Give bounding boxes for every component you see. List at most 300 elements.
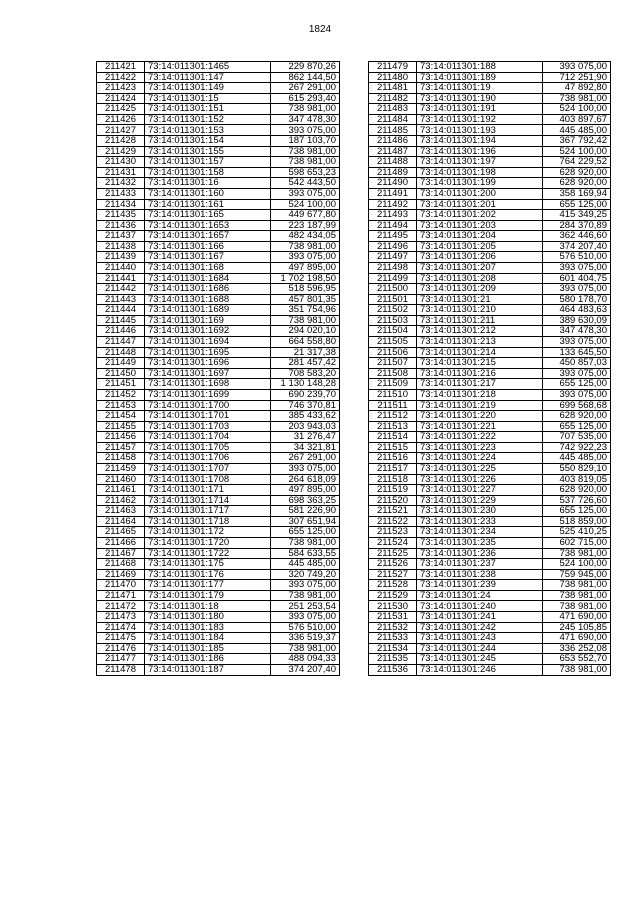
table-row: [369, 262, 611, 273]
table-row: [97, 358, 340, 369]
value-cell: 738 981,00: [543, 590, 611, 601]
value-cell: 738 981,00: [543, 601, 611, 612]
table-row: [97, 146, 340, 157]
value-cell: 525 410,25: [543, 527, 611, 538]
value-cell: 245 105,85: [543, 622, 611, 633]
table-row: [97, 538, 340, 549]
table-row: [97, 495, 340, 506]
row-number-cell: 211501: [369, 294, 417, 305]
row-number-cell: 211431: [97, 167, 145, 178]
value-cell: 336 519,37: [271, 633, 340, 644]
cadastral-number-cell: 73:14:011301:219: [417, 400, 543, 411]
row-number-cell: 211488: [369, 157, 417, 168]
cadastral-number-cell: 73:14:011301:243: [417, 633, 543, 644]
table-row: [369, 601, 611, 612]
cadastral-number-cell: 73:14:011301:241: [417, 612, 543, 623]
value-cell: 445 485,00: [543, 453, 611, 464]
table-row: [369, 305, 611, 316]
cadastral-number-cell: 73:14:011301:168: [145, 262, 271, 273]
row-number-cell: 211426: [97, 114, 145, 125]
row-number-cell: 211464: [97, 516, 145, 527]
table-row: [97, 326, 340, 337]
cadastral-number-cell: 73:14:011301:216: [417, 368, 543, 379]
row-number-cell: 211504: [369, 326, 417, 337]
row-number-cell: 211474: [97, 622, 145, 633]
cadastral-number-cell: 73:14:011301:230: [417, 506, 543, 517]
row-number-cell: 211499: [369, 273, 417, 284]
row-number-cell: 211525: [369, 548, 417, 559]
value-cell: 738 981,00: [271, 104, 340, 115]
value-cell: 602 715,00: [543, 538, 611, 549]
cadastral-number-cell: 73:14:011301:240: [417, 601, 543, 612]
cadastral-number-cell: 73:14:011301:246: [417, 664, 543, 675]
table-row: [97, 516, 340, 527]
value-cell: 518 596,95: [271, 284, 340, 295]
row-number-cell: 211462: [97, 495, 145, 506]
table-row: [369, 485, 611, 496]
value-cell: 457 801,35: [271, 294, 340, 305]
value-cell: 707 535,00: [543, 432, 611, 443]
table-row: [369, 83, 611, 94]
table-row: [369, 220, 611, 231]
table-row: [97, 506, 340, 517]
cadastral-number-cell: 73:14:011301:222: [417, 432, 543, 443]
table-row: [97, 284, 340, 295]
row-number-cell: 211432: [97, 178, 145, 189]
row-number-cell: 211461: [97, 485, 145, 496]
value-cell: 488 094,33: [271, 654, 340, 665]
value-cell: 524 100,00: [271, 199, 340, 210]
table-row: [369, 643, 611, 654]
row-number-cell: 211496: [369, 241, 417, 252]
cadastral-number-cell: 73:14:011301:166: [145, 241, 271, 252]
row-number-cell: 211510: [369, 389, 417, 400]
cadastral-number-cell: 73:14:011301:190: [417, 93, 543, 104]
cadastral-number-cell: 73:14:011301:1704: [145, 432, 271, 443]
cadastral-number-cell: 73:14:011301:199: [417, 178, 543, 189]
table-row: [369, 559, 611, 570]
cadastral-number-cell: 73:14:011301:234: [417, 527, 543, 538]
value-cell: 393 075,00: [271, 252, 340, 263]
row-number-cell: 211478: [97, 664, 145, 675]
table-row: [369, 516, 611, 527]
row-number-cell: 211518: [369, 474, 417, 485]
row-number-cell: 211449: [97, 358, 145, 369]
table-row: [369, 633, 611, 644]
row-number-cell: 211434: [97, 199, 145, 210]
row-number-cell: 211472: [97, 601, 145, 612]
table-row: [369, 252, 611, 263]
table-row: [97, 569, 340, 580]
cadastral-number-cell: 73:14:011301:1698: [145, 379, 271, 390]
row-number-cell: 211475: [97, 633, 145, 644]
cadastral-number-cell: 73:14:011301:203: [417, 220, 543, 231]
table-row: [369, 326, 611, 337]
cadastral-number-cell: 73:14:011301:180: [145, 612, 271, 623]
cadastral-number-cell: 73:14:011301:149: [145, 83, 271, 94]
table-row: [369, 569, 611, 580]
value-cell: 655 125,00: [543, 199, 611, 210]
value-cell: 699 568,68: [543, 400, 611, 411]
row-number-cell: 211523: [369, 527, 417, 538]
table-row: [97, 83, 340, 94]
value-cell: 393 075,00: [543, 262, 611, 273]
row-number-cell: 211516: [369, 453, 417, 464]
table-row: [97, 136, 340, 147]
cadastral-number-cell: 73:14:011301:201: [417, 199, 543, 210]
cadastral-number-cell: 73:14:011301:161: [145, 199, 271, 210]
value-cell: 449 677,80: [271, 210, 340, 221]
table-row: [97, 337, 340, 348]
table-row: [97, 62, 340, 73]
table-row: [369, 104, 611, 115]
row-number-cell: 211531: [369, 612, 417, 623]
cadastral-table-left: [96, 61, 340, 676]
value-cell: 393 075,00: [271, 188, 340, 199]
table-row: [97, 315, 340, 326]
cadastral-number-cell: 73:14:011301:191: [417, 104, 543, 115]
value-cell: 133 645,50: [543, 347, 611, 358]
cadastral-number-cell: 73:14:011301:225: [417, 463, 543, 474]
row-number-cell: 211492: [369, 199, 417, 210]
cadastral-number-cell: 73:14:011301:1692: [145, 326, 271, 337]
table-row: [97, 104, 340, 115]
cadastral-number-cell: 73:14:011301:188: [417, 62, 543, 73]
value-cell: 393 075,00: [271, 612, 340, 623]
value-cell: 21 317,38: [271, 347, 340, 358]
value-cell: 445 485,00: [543, 125, 611, 136]
cadastral-number-cell: 73:14:011301:179: [145, 590, 271, 601]
value-cell: 738 981,00: [271, 157, 340, 168]
table-row: [369, 157, 611, 168]
table-row: [97, 633, 340, 644]
value-cell: 664 558,80: [271, 337, 340, 348]
table-row: [369, 146, 611, 157]
row-number-cell: 211441: [97, 273, 145, 284]
value-cell: 742 922,23: [543, 442, 611, 453]
value-cell: 655 125,00: [271, 527, 340, 538]
table-row: [369, 548, 611, 559]
table-row: [369, 463, 611, 474]
row-number-cell: 211517: [369, 463, 417, 474]
row-number-cell: 211494: [369, 220, 417, 231]
value-cell: 581 226,90: [271, 506, 340, 517]
table-row: [369, 664, 611, 675]
row-number-cell: 211481: [369, 83, 417, 94]
value-cell: 698 363,25: [271, 495, 340, 506]
value-cell: 281 457,42: [271, 358, 340, 369]
table-row: [97, 474, 340, 485]
value-cell: 655 125,00: [543, 506, 611, 517]
value-cell: 518 859,00: [543, 516, 611, 527]
value-cell: 653 552,70: [543, 654, 611, 665]
cadastral-number-cell: 73:14:011301:155: [145, 146, 271, 157]
value-cell: 393 075,00: [543, 284, 611, 295]
cadastral-number-cell: 73:14:011301:186: [145, 654, 271, 665]
cadastral-number-cell: 73:14:011301:189: [417, 72, 543, 83]
table-row: [369, 474, 611, 485]
cadastral-number-cell: 73:14:011301:1689: [145, 305, 271, 316]
cadastral-number-cell: 73:14:011301:1657: [145, 231, 271, 242]
cadastral-number-cell: 73:14:011301:245: [417, 654, 543, 665]
table-row: [369, 231, 611, 242]
table-row: [97, 485, 340, 496]
cadastral-number-cell: 73:14:011301:242: [417, 622, 543, 633]
cadastral-number-cell: 73:14:011301:1705: [145, 442, 271, 453]
cadastral-number-cell: 73:14:011301:158: [145, 167, 271, 178]
value-cell: 497 895,00: [271, 485, 340, 496]
row-number-cell: 211528: [369, 580, 417, 591]
table-row: [369, 622, 611, 633]
table-row: [369, 453, 611, 464]
row-number-cell: 211473: [97, 612, 145, 623]
row-number-cell: 211511: [369, 400, 417, 411]
cadastral-number-cell: 73:14:011301:1694: [145, 337, 271, 348]
value-cell: 628 920,00: [543, 167, 611, 178]
table-row: [97, 125, 340, 136]
value-cell: 598 653,23: [271, 167, 340, 178]
value-cell: 464 483,63: [543, 305, 611, 316]
table-row: [97, 643, 340, 654]
row-number-cell: 211513: [369, 421, 417, 432]
table-row: [97, 220, 340, 231]
table-row: [369, 199, 611, 210]
row-number-cell: 211452: [97, 389, 145, 400]
value-cell: 550 829,10: [543, 463, 611, 474]
value-cell: 524 100,00: [543, 146, 611, 157]
table-row: [369, 421, 611, 432]
cadastral-number-cell: 73:14:011301:237: [417, 559, 543, 570]
value-cell: 385 433,62: [271, 411, 340, 422]
cadastral-number-cell: 73:14:011301:169: [145, 315, 271, 326]
value-cell: 615 293,40: [271, 93, 340, 104]
table-row: [97, 72, 340, 83]
table-row: [97, 178, 340, 189]
cadastral-number-cell: 73:14:011301:227: [417, 485, 543, 496]
value-cell: 738 981,00: [543, 93, 611, 104]
table-row: [369, 411, 611, 422]
cadastral-number-cell: 73:14:011301:183: [145, 622, 271, 633]
table-row: [369, 294, 611, 305]
value-cell: 251 253,54: [271, 601, 340, 612]
row-number-cell: 211448: [97, 347, 145, 358]
value-cell: 358 169,94: [543, 188, 611, 199]
value-cell: 524 100,00: [543, 559, 611, 570]
row-number-cell: 211483: [369, 104, 417, 115]
row-number-cell: 211435: [97, 210, 145, 221]
row-number-cell: 211506: [369, 347, 417, 358]
row-number-cell: 211471: [97, 590, 145, 601]
cadastral-number-cell: 73:14:011301:1703: [145, 421, 271, 432]
row-number-cell: 211489: [369, 167, 417, 178]
cadastral-number-cell: 73:14:011301:16: [145, 178, 271, 189]
table-row: [97, 114, 340, 125]
table-row: [97, 93, 340, 104]
row-number-cell: 211468: [97, 559, 145, 570]
row-number-cell: 211490: [369, 178, 417, 189]
cadastral-number-cell: 73:14:011301:200: [417, 188, 543, 199]
table-row: [97, 453, 340, 464]
row-number-cell: 211485: [369, 125, 417, 136]
value-cell: 738 981,00: [271, 643, 340, 654]
cadastral-number-cell: 73:14:011301:153: [145, 125, 271, 136]
value-cell: 187 103,70: [271, 136, 340, 147]
table-row: [97, 442, 340, 453]
value-cell: 580 178,70: [543, 294, 611, 305]
row-number-cell: 211521: [369, 506, 417, 517]
value-cell: 471 690,00: [543, 612, 611, 623]
table-row: [369, 400, 611, 411]
value-cell: 576 510,00: [271, 622, 340, 633]
row-number-cell: 211445: [97, 315, 145, 326]
cadastral-number-cell: 73:14:011301:1701: [145, 411, 271, 422]
cadastral-number-cell: 73:14:011301:233: [417, 516, 543, 527]
cadastral-number-cell: 73:14:011301:176: [145, 569, 271, 580]
cadastral-number-cell: 73:14:011301:235: [417, 538, 543, 549]
cadastral-number-cell: 73:14:011301:15: [145, 93, 271, 104]
row-number-cell: 211477: [97, 654, 145, 665]
cadastral-number-cell: 73:14:011301:207: [417, 262, 543, 273]
cadastral-number-cell: 73:14:011301:1696: [145, 358, 271, 369]
value-cell: 264 618,09: [271, 474, 340, 485]
row-number-cell: 211520: [369, 495, 417, 506]
table-row: [369, 358, 611, 369]
value-cell: 690 239,70: [271, 389, 340, 400]
table-row: [369, 178, 611, 189]
value-cell: 471 690,00: [543, 633, 611, 644]
table-row: [369, 538, 611, 549]
row-number-cell: 211442: [97, 284, 145, 295]
row-number-cell: 211534: [369, 643, 417, 654]
row-number-cell: 211514: [369, 432, 417, 443]
value-cell: 284 370,89: [543, 220, 611, 231]
row-number-cell: 211512: [369, 411, 417, 422]
row-number-cell: 211482: [369, 93, 417, 104]
table-row: [97, 252, 340, 263]
value-cell: 764 229,52: [543, 157, 611, 168]
cadastral-number-cell: 73:14:011301:1718: [145, 516, 271, 527]
value-cell: 482 434,05: [271, 231, 340, 242]
value-cell: 738 981,00: [271, 241, 340, 252]
table-row: [369, 389, 611, 400]
table-row: [369, 654, 611, 665]
value-cell: 267 291,00: [271, 453, 340, 464]
row-number-cell: 211495: [369, 231, 417, 242]
cadastral-number-cell: 73:14:011301:206: [417, 252, 543, 263]
value-cell: 403 819,05: [543, 474, 611, 485]
table-row: [97, 157, 340, 168]
cadastral-number-cell: 73:14:011301:215: [417, 358, 543, 369]
table-row: [97, 167, 340, 178]
cadastral-number-cell: 73:14:011301:1708: [145, 474, 271, 485]
row-number-cell: 211427: [97, 125, 145, 136]
table-row: [369, 136, 611, 147]
value-cell: 347 478,30: [271, 114, 340, 125]
row-number-cell: 211424: [97, 93, 145, 104]
row-number-cell: 211515: [369, 442, 417, 453]
value-cell: 628 920,00: [543, 178, 611, 189]
value-cell: 655 125,00: [543, 379, 611, 390]
table-row: [97, 664, 340, 675]
table-row: [97, 262, 340, 273]
cadastral-number-cell: 73:14:011301:175: [145, 559, 271, 570]
cadastral-number-cell: 73:14:011301:1465: [145, 62, 271, 73]
table-row: [369, 210, 611, 221]
value-cell: 294 020,10: [271, 326, 340, 337]
cadastral-number-cell: 73:14:011301:165: [145, 210, 271, 221]
table-row: [369, 284, 611, 295]
row-number-cell: 211446: [97, 326, 145, 337]
row-number-cell: 211439: [97, 252, 145, 263]
table-row: [369, 114, 611, 125]
row-number-cell: 211536: [369, 664, 417, 675]
value-cell: 524 100,00: [543, 104, 611, 115]
cadastral-number-cell: 73:14:011301:1695: [145, 347, 271, 358]
cadastral-number-cell: 73:14:011301:154: [145, 136, 271, 147]
row-number-cell: 211453: [97, 400, 145, 411]
value-cell: 445 485,00: [271, 559, 340, 570]
cadastral-number-cell: 73:14:011301:1686: [145, 284, 271, 295]
cadastral-table-right: [368, 61, 611, 676]
cadastral-number-cell: 73:14:011301:210: [417, 305, 543, 316]
table-row: [97, 347, 340, 358]
row-number-cell: 211502: [369, 305, 417, 316]
cadastral-number-cell: 73:14:011301:192: [417, 114, 543, 125]
cadastral-number-cell: 73:14:011301:223: [417, 442, 543, 453]
value-cell: 393 075,00: [543, 62, 611, 73]
value-cell: 307 651,94: [271, 516, 340, 527]
row-number-cell: 211508: [369, 368, 417, 379]
cadastral-number-cell: 73:14:011301:1688: [145, 294, 271, 305]
cadastral-number-cell: 73:14:011301:1684: [145, 273, 271, 284]
row-number-cell: 211457: [97, 442, 145, 453]
row-number-cell: 211498: [369, 262, 417, 273]
row-number-cell: 211428: [97, 136, 145, 147]
row-number-cell: 211479: [369, 62, 417, 73]
value-cell: 738 981,00: [543, 580, 611, 591]
table-row: [369, 580, 611, 591]
value-cell: 374 207,40: [543, 241, 611, 252]
row-number-cell: 211447: [97, 337, 145, 348]
row-number-cell: 211459: [97, 463, 145, 474]
row-number-cell: 211487: [369, 146, 417, 157]
row-number-cell: 211455: [97, 421, 145, 432]
row-number-cell: 211440: [97, 262, 145, 273]
value-cell: 738 981,00: [271, 146, 340, 157]
table-row: [97, 580, 340, 591]
table-row: [97, 400, 340, 411]
row-number-cell: 211535: [369, 654, 417, 665]
value-cell: 393 075,00: [271, 125, 340, 136]
table-row: [97, 188, 340, 199]
cadastral-number-cell: 73:14:011301:1699: [145, 389, 271, 400]
value-cell: 628 920,00: [543, 485, 611, 496]
value-cell: 497 895,00: [271, 262, 340, 273]
table-row: [369, 241, 611, 252]
cadastral-number-cell: 73:14:011301:171: [145, 485, 271, 496]
table-row: [97, 389, 340, 400]
row-number-cell: 211505: [369, 337, 417, 348]
row-number-cell: 211484: [369, 114, 417, 125]
row-number-cell: 211438: [97, 241, 145, 252]
row-number-cell: 211524: [369, 538, 417, 549]
table-row: [97, 421, 340, 432]
row-number-cell: 211450: [97, 368, 145, 379]
value-cell: 738 981,00: [271, 538, 340, 549]
row-number-cell: 211491: [369, 188, 417, 199]
cadastral-number-cell: 73:14:011301:208: [417, 273, 543, 284]
row-number-cell: 211519: [369, 485, 417, 496]
